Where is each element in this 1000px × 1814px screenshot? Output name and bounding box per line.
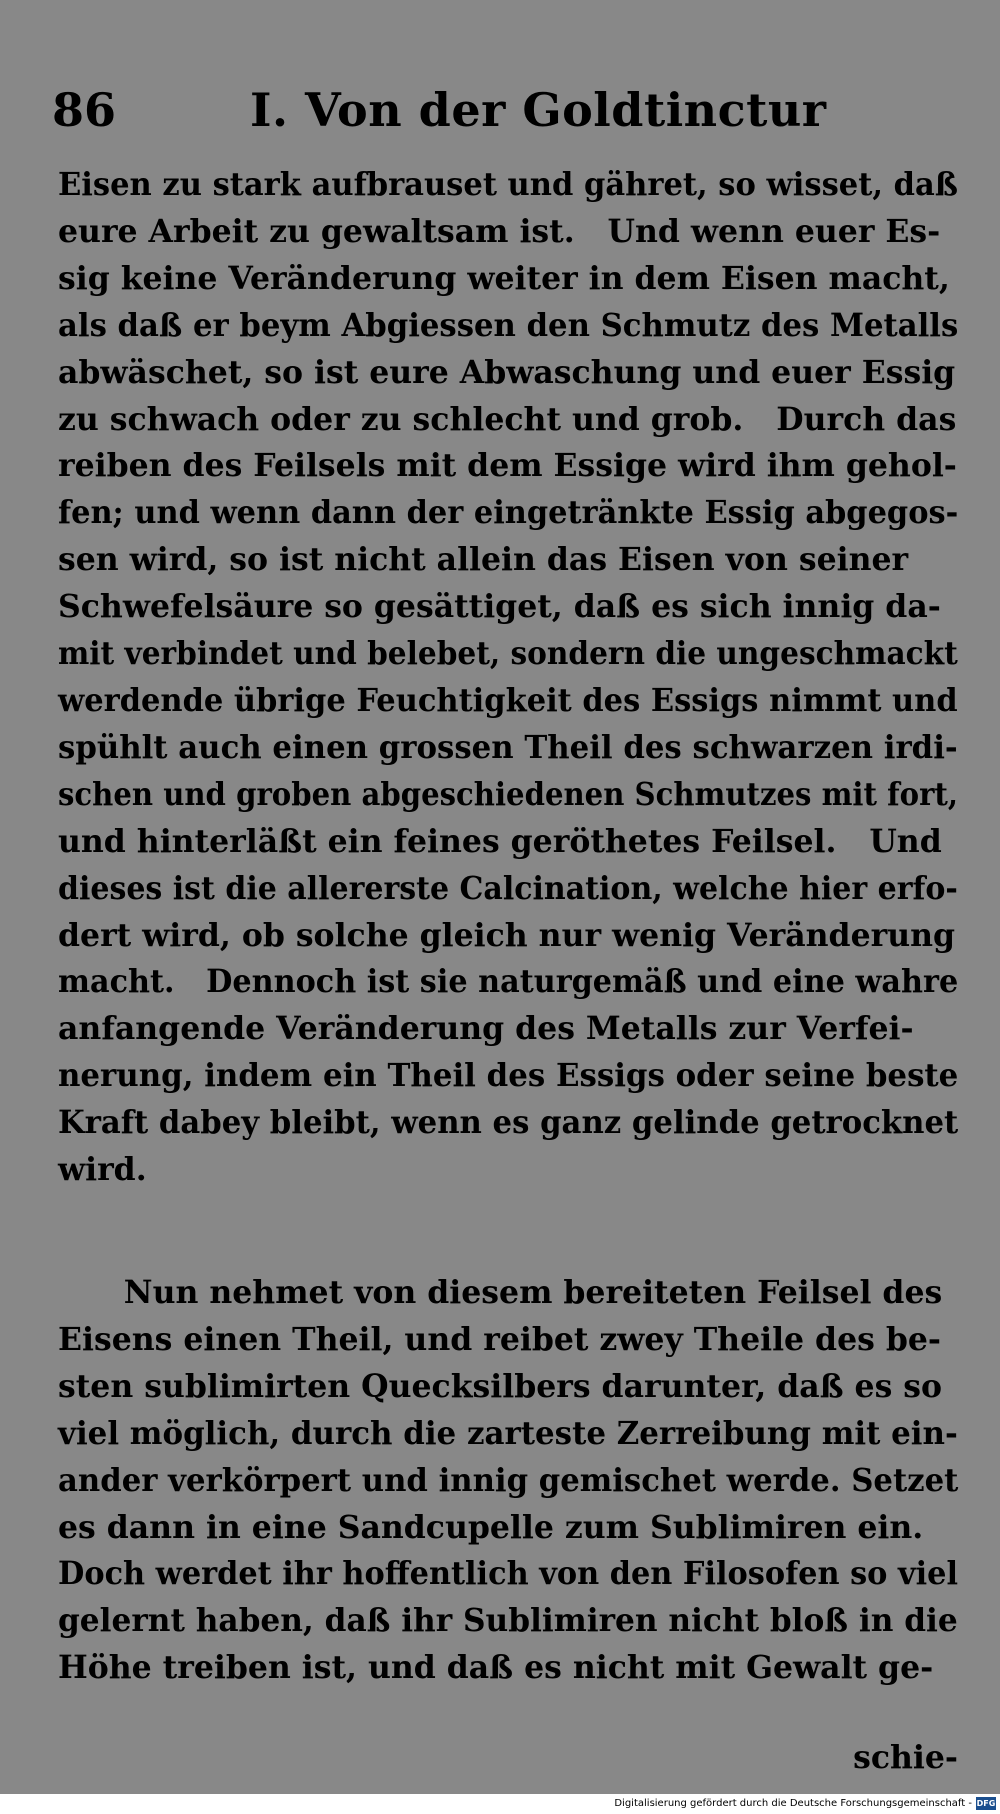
text-line: ander verkörpert und innig gemischet werde. Setzet <box>58 1461 959 1499</box>
text-line: dieses ist die allererste Calcination, welche hier erfo- <box>58 869 958 907</box>
catchword: schie- <box>853 1739 958 1776</box>
text-line: Nun nehmet von diesem bereiteten Feilsel des <box>58 1274 943 1311</box>
text-line: dert wird, ob solche gleich nur wenig Veränderung <box>58 916 956 954</box>
paragraph-1 <box>58 162 958 1194</box>
text-line: anfangende Veränderung des Metalls zur Verfei- <box>58 1010 914 1048</box>
running-title: I. Von der Goldtinctur <box>250 83 827 137</box>
text-line: zu schwach oder zu schlecht und grob. Durch das <box>58 400 957 438</box>
text-line: sten sublimirten Quecksilbers darunter, daß es so <box>58 1367 943 1405</box>
text-line: Kraft dabey bleibt, wenn es ganz gelinde getrocknet <box>58 1104 959 1142</box>
footer-credit: Digitalisierung gefördert durch die Deutsche Forschungsgemeinschaft - <box>614 1798 972 1809</box>
text-line: wird. <box>58 1151 147 1189</box>
text-line: Höhe treiben ist, und daß es nicht mit Gewalt ge- <box>58 1649 934 1687</box>
paragraph-2 <box>58 1270 958 1692</box>
text-line: es dann in eine Sandcupelle zum Sublimiren ein. <box>58 1508 924 1546</box>
text-line: reiben des Feilsels mit dem Essige wird ihm gehol- <box>58 447 957 485</box>
text-line: Schwefelsäure so gesättiget, daß es sich innig da- <box>58 588 941 626</box>
text-line: nerung, indem ein Theil des Essigs oder seine beste <box>58 1057 959 1095</box>
text-line: sen wird, so ist nicht allein das Eisen von seiner <box>58 541 909 579</box>
text-line: als daß er beym Abgiessen den Schmutz des Metalls <box>58 306 959 344</box>
text-line: werdende übrige Feuchtigkeit des Essigs nimmt und <box>58 681 958 719</box>
text-line: sig keine Veränderung weiter in dem Eisen macht, <box>58 259 950 297</box>
text-line: macht. Dennoch ist sie naturgemäß und eine wahre <box>58 963 959 1001</box>
digitization-footer <box>0 1794 1000 1814</box>
text-line: Eisens einen Theil, und reibet zwey Theile des be- <box>58 1320 941 1358</box>
dfg-logo-icon: DFG <box>976 1799 996 1808</box>
text-line: eure Arbeit zu gewaltsam ist. Und wenn euer Es- <box>58 212 941 250</box>
text-line: abwäschet, so ist eure Abwaschung und euer Essig <box>58 353 956 391</box>
text-line: und hinterläßt ein feines geröthetes Feilsel. Und <box>58 822 942 860</box>
text-line: gelernt haben, daß ihr Sublimiren nicht bloß in die <box>58 1602 958 1640</box>
text-line: spühlt auch einen grossen Theil des schwarzen irdi- <box>58 728 958 766</box>
text-line: fen; und wenn dann der eingetränkte Essig abgegos- <box>58 494 959 532</box>
text-line: Eisen zu stark aufbrauset und gähret, so wisset, daß <box>58 166 958 203</box>
page-number: 86 <box>52 83 117 137</box>
text-line: mit verbindet und belebet, sondern die ungeschmackt <box>58 635 958 673</box>
text-line: viel möglich, durch die zarteste Zerreibung mit ein- <box>58 1414 958 1452</box>
text-line: Doch werdet ihr hoffentlich von den Filosofen so viel <box>58 1555 959 1593</box>
text-line: schen und groben abgeschiedenen Schmutzes mit fort, <box>58 775 959 813</box>
